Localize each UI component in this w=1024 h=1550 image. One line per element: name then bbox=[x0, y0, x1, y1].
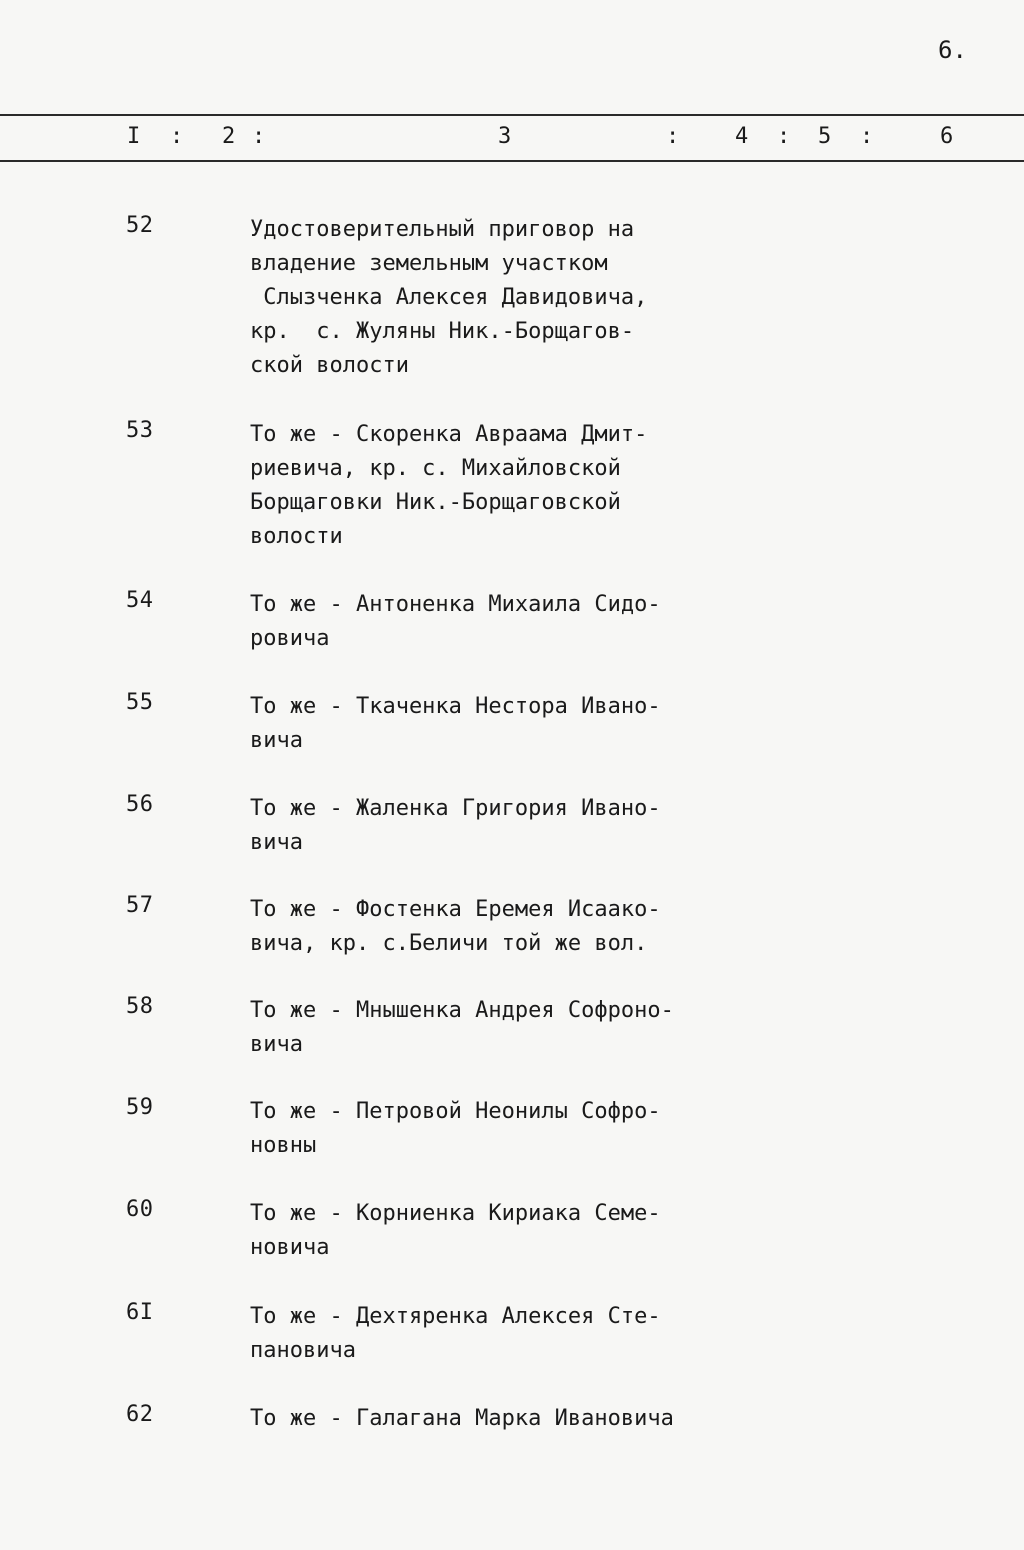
col-separator: : bbox=[860, 124, 874, 149]
entry-line: То же - Фостенка Еремея Исаако- bbox=[250, 897, 661, 922]
entry-number: 62 bbox=[126, 1402, 154, 1427]
entry-line: Слызченка Алексея Давидовича, bbox=[250, 285, 648, 310]
entry-text bbox=[250, 1095, 730, 1163]
entry-number: 56 bbox=[126, 792, 154, 817]
entry-text bbox=[250, 994, 730, 1062]
entry-text bbox=[250, 690, 730, 758]
entry-line: То же - Галагана Марка Ивановича bbox=[250, 1406, 674, 1431]
col-6-label: 6 bbox=[940, 124, 954, 149]
entry-text bbox=[250, 418, 730, 554]
entry-line: вича bbox=[250, 830, 303, 855]
entry-line: вича, кр. с.Беличи той же вол. bbox=[250, 931, 648, 956]
header-rule-top bbox=[0, 114, 1024, 116]
entry-line: новны bbox=[250, 1133, 317, 1158]
entry-line: волости bbox=[250, 524, 343, 549]
entry-number: 57 bbox=[126, 893, 154, 918]
col-separator: : bbox=[777, 124, 791, 149]
col-3-label: 3 bbox=[498, 124, 512, 149]
entry-line: риевича, кр. с. Михайловской bbox=[250, 456, 621, 481]
col-separator: : bbox=[170, 124, 184, 149]
entry-line: Удостоверительный приговор на bbox=[250, 217, 635, 242]
entry-line: То же - Мнышенка Андрея Софроно- bbox=[250, 998, 674, 1023]
col-separator: : bbox=[666, 124, 680, 149]
col-4-label: 4 bbox=[735, 124, 749, 149]
entry-line: владение земельным участком bbox=[250, 251, 608, 276]
entry-line: То же - Дехтяренка Алексея Сте- bbox=[250, 1304, 661, 1329]
entry-line: То же - Скоренка Авраама Дмит- bbox=[250, 422, 648, 447]
entry-line: То же - Петровой Неонилы Софро- bbox=[250, 1099, 661, 1124]
entry-text bbox=[250, 1402, 730, 1436]
entry-line: То же - Антоненка Михаила Сидо- bbox=[250, 592, 661, 617]
entry-number: 55 bbox=[126, 690, 154, 715]
entry-line: вича bbox=[250, 1032, 303, 1057]
entry-line: ской волости bbox=[250, 353, 409, 378]
entry-number: 53 bbox=[126, 418, 154, 443]
entry-line: вича bbox=[250, 728, 303, 753]
entry-text bbox=[250, 893, 730, 961]
entry-line: То же - Корниенка Кириака Семе- bbox=[250, 1201, 661, 1226]
col-separator: : bbox=[252, 124, 266, 149]
entry-line: Борщаговки Ник.-Борщаговской bbox=[250, 490, 621, 515]
entry-number: 60 bbox=[126, 1197, 154, 1222]
entry-number: 54 bbox=[126, 588, 154, 613]
entry-line: То же - Жаленка Григория Ивано- bbox=[250, 796, 661, 821]
entry-text bbox=[250, 1197, 730, 1265]
header-rule-bottom bbox=[0, 160, 1024, 162]
entry-line: То же - Ткаченка Нестора Ивано- bbox=[250, 694, 661, 719]
col-1-label: I bbox=[127, 124, 141, 149]
entry-text bbox=[250, 792, 730, 860]
col-2-label: 2 bbox=[222, 124, 236, 149]
entry-text bbox=[250, 1300, 730, 1368]
entry-line: ровича bbox=[250, 626, 330, 651]
entry-number: 58 bbox=[126, 994, 154, 1019]
entry-text bbox=[250, 213, 730, 383]
entry-text bbox=[250, 588, 730, 656]
entry-number: 59 bbox=[126, 1095, 154, 1120]
page-number: 6. bbox=[938, 36, 967, 64]
entry-number: 6I bbox=[126, 1300, 154, 1325]
entry-number: 52 bbox=[126, 213, 154, 238]
col-5-label: 5 bbox=[818, 124, 832, 149]
entry-line: кр. с. Жуляны Ник.-Борщагов- bbox=[250, 319, 635, 344]
entry-line: пановича bbox=[250, 1338, 356, 1363]
entry-line: новича bbox=[250, 1235, 330, 1260]
